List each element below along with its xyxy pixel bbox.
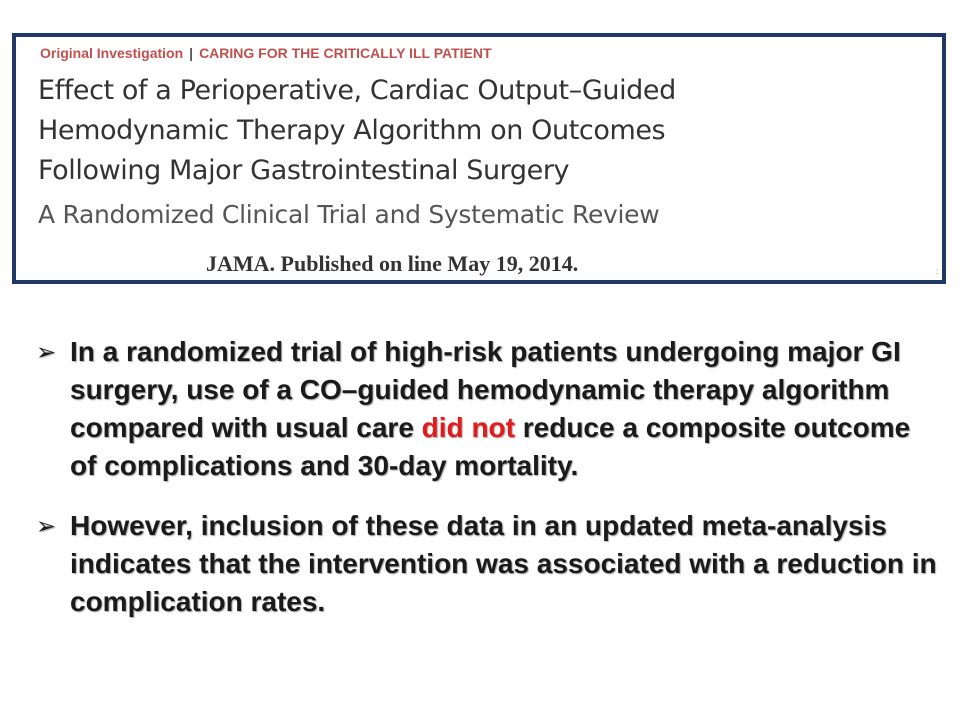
highlight-text: did not bbox=[421, 412, 515, 443]
article-label bbox=[40, 45, 492, 61]
label-divider: | bbox=[189, 45, 194, 61]
bullet-list bbox=[30, 333, 940, 643]
title-line: Effect of a Perioperative, Cardiac Output–Guided bbox=[38, 75, 676, 106]
article-header-image bbox=[12, 33, 946, 284]
section-label: Original Investigation bbox=[40, 45, 184, 61]
title-line: Following Major Gastrointestinal Surgery bbox=[38, 155, 570, 186]
article-subtitle: A Randomized Clinical Trial and Systematic Review bbox=[38, 200, 660, 229]
title-line: Hemodynamic Therapy Algorithm on Outcomes bbox=[38, 115, 666, 146]
bullet-text: reduce a composite outcome of complications and 30-day mortality. bbox=[70, 412, 911, 481]
bullet-item bbox=[30, 333, 940, 485]
bullet-text: In a randomized trial of high-risk patients undergoing major GI surgery, use of a CO–guided hemodynamic therapy algorithm compared with usual care bbox=[70, 336, 901, 443]
bullet-item bbox=[30, 507, 940, 621]
series-label: CARING FOR THE CRITICALLY ILL PATIENT bbox=[199, 45, 492, 61]
corner-mark: : bbox=[936, 267, 939, 276]
bullet-text: However, inclusion of these data in an updated meta-analysis indicates that the intervention was associated with a reduction in complication rates. bbox=[70, 510, 937, 617]
arrow-bullet-icon: ➢ bbox=[36, 512, 57, 540]
article-title bbox=[38, 71, 676, 191]
arrow-bullet-icon: ➢ bbox=[36, 338, 57, 366]
citation: JAMA. Published on line May 19, 2014. bbox=[206, 251, 579, 276]
